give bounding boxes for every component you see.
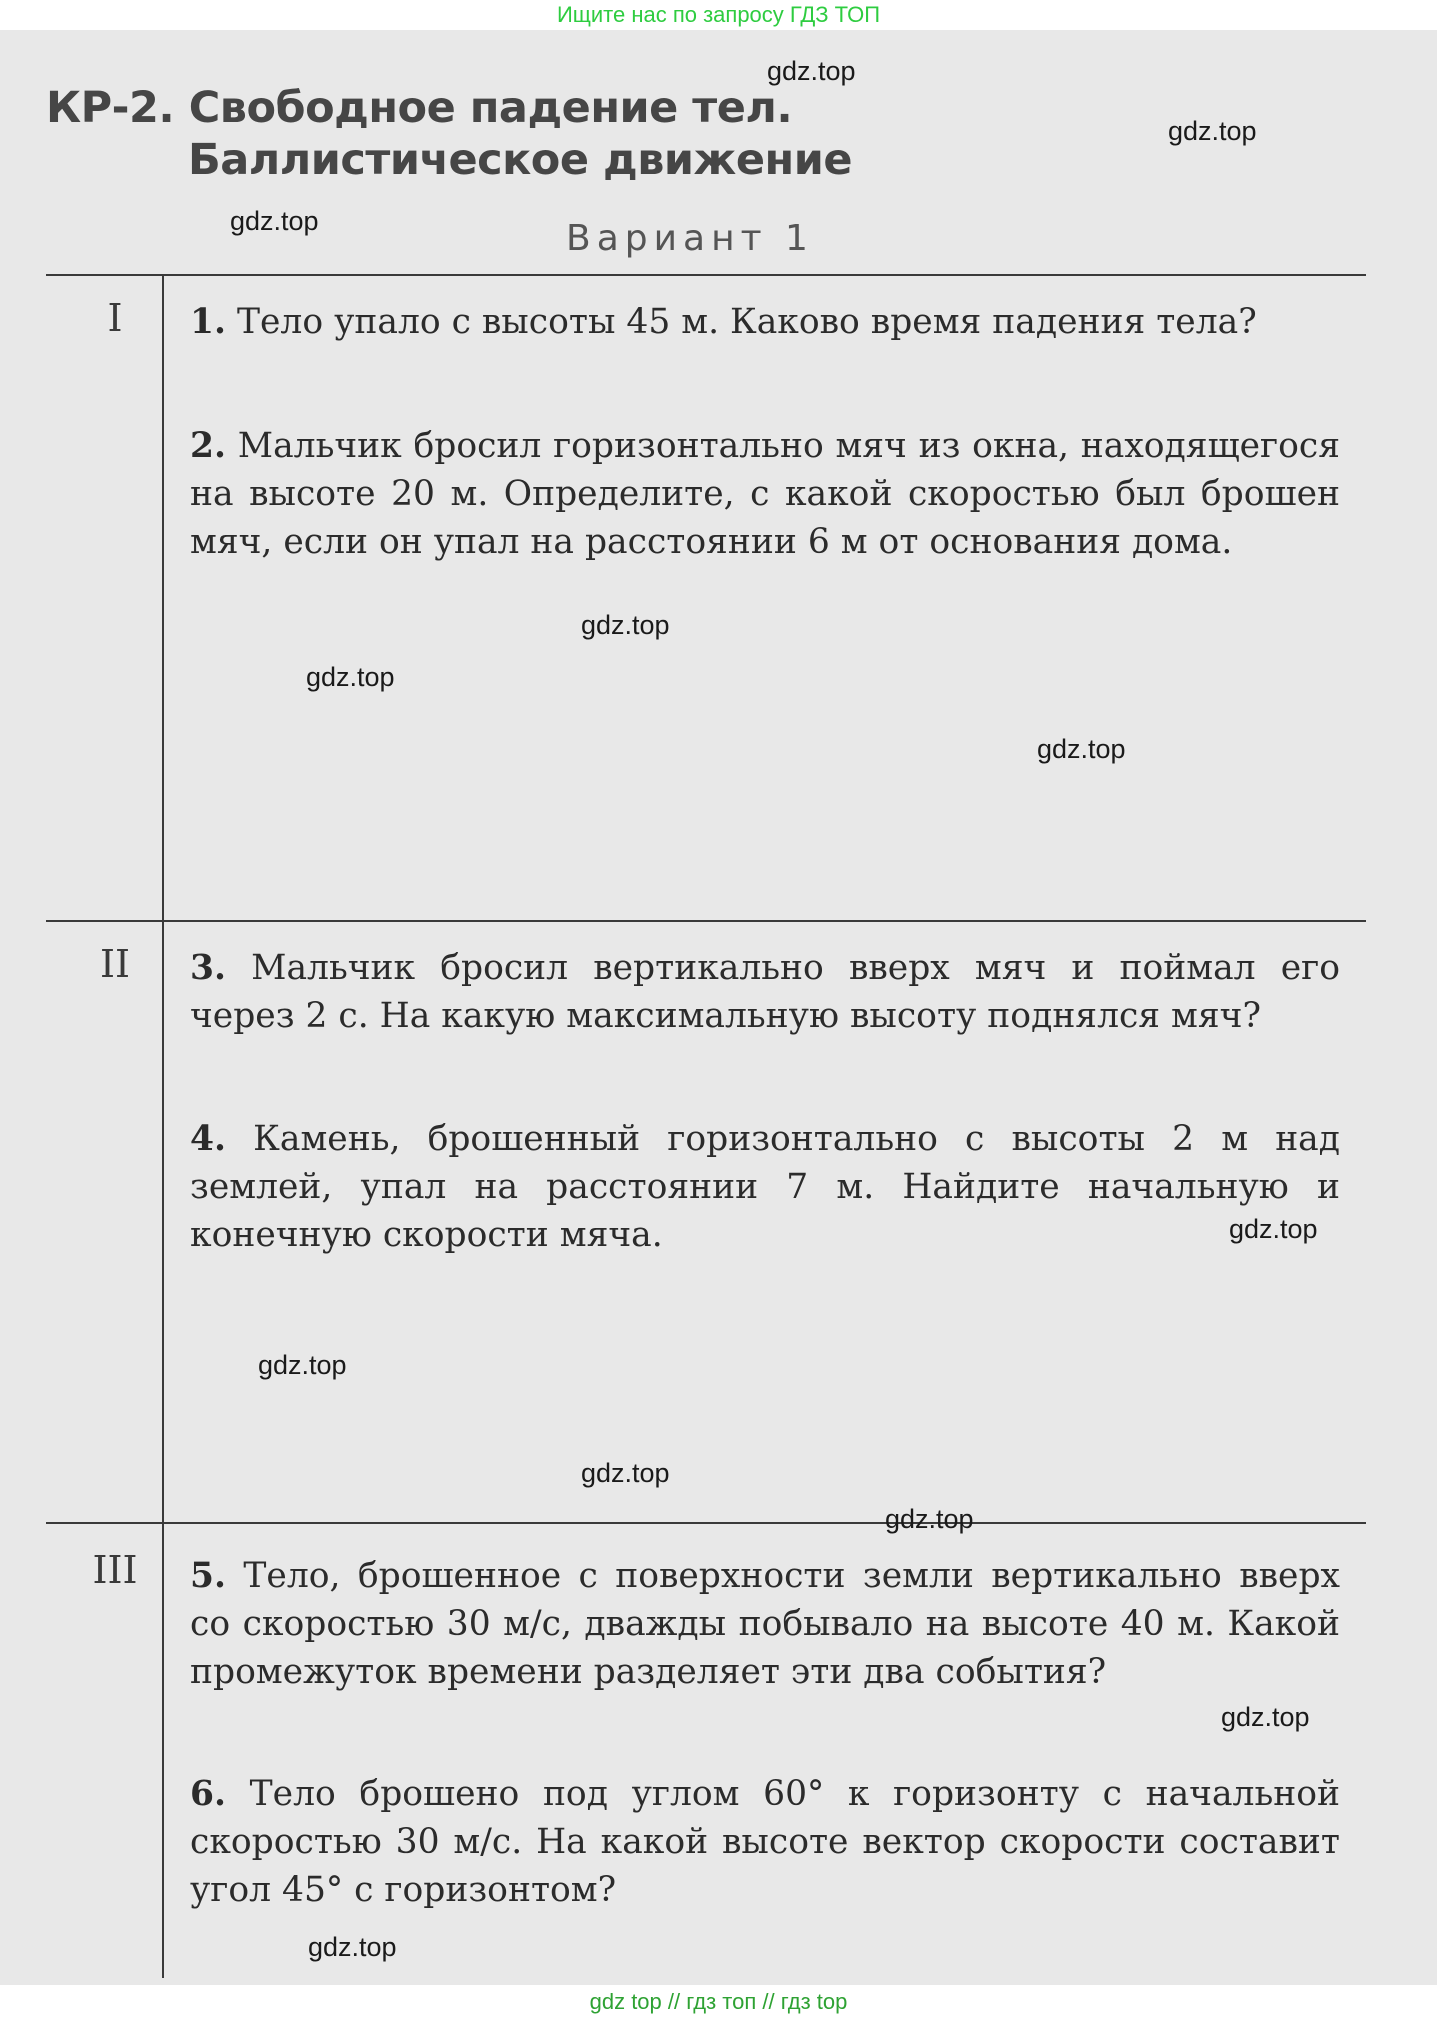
divider-top xyxy=(46,274,1366,276)
problem-text: Камень, брошенный горизонтально с высоты 2 м над землей, упал на расстоянии 7 м. Найдите начальную и конечную скорости мяча. xyxy=(190,1119,1340,1255)
watermark: gdz.top xyxy=(1221,1702,1310,1732)
problem-4 xyxy=(190,1115,1340,1259)
divider-section-3 xyxy=(46,1522,1366,1524)
problem-1 xyxy=(190,298,1340,346)
title-line-2: Баллистическое движение xyxy=(188,135,853,185)
problem-text: Мальчик бросил горизонтально мяч из окна, находящегося на высоте 20 м. Определите, с какой скоростью был брошен мяч, если он упал на расстоянии 6 м от основания дома. xyxy=(190,426,1340,562)
column-divider xyxy=(162,274,164,1978)
watermark: gdz.top xyxy=(1168,116,1257,146)
bottom-banner[interactable]: gdz top // гдз топ // гдз top xyxy=(589,1989,848,2014)
top-banner[interactable]: Ищите нас по запросу ГДЗ ТОП xyxy=(556,2,881,27)
divider-section-2 xyxy=(46,920,1366,922)
watermark: gdz.top xyxy=(306,662,395,692)
problem-text: Мальчик бросил вертикально вверх мяч и поймал его через 2 с. На какую максимальную высоту поднялся мяч? xyxy=(190,948,1340,1036)
watermark: gdz.top xyxy=(581,610,670,640)
problem-number: 2. xyxy=(190,426,227,466)
watermark: gdz.top xyxy=(1229,1214,1318,1244)
problem-5 xyxy=(190,1552,1340,1696)
title-line-1: КР-2. Свободное падение тел. xyxy=(46,83,793,133)
section-level-iii: III xyxy=(92,1548,138,1592)
problem-number: 3. xyxy=(190,948,227,988)
problem-2 xyxy=(190,422,1340,566)
section-level-i: I xyxy=(107,296,123,340)
watermark: gdz.top xyxy=(258,1350,347,1380)
problem-3 xyxy=(190,944,1340,1040)
watermark: gdz.top xyxy=(1037,734,1126,764)
problem-number: 4. xyxy=(190,1119,227,1159)
problem-6 xyxy=(190,1770,1340,1914)
watermark: gdz.top xyxy=(767,56,856,86)
watermark: gdz.top xyxy=(885,1504,974,1534)
worksheet-page xyxy=(0,30,1437,1985)
page-title xyxy=(46,82,852,186)
problem-text: Тело упало с высоты 45 м. Каково время падения тела? xyxy=(237,302,1257,342)
watermark: gdz.top xyxy=(230,206,319,236)
problem-text: Тело брошено под углом 60° к горизонту с начальной скоростью 30 м/с. На какой высоте вектор скорости составит угол 45° с горизонтом? xyxy=(190,1774,1340,1910)
watermark: gdz.top xyxy=(308,1932,397,1962)
problem-number: 5. xyxy=(190,1556,227,1596)
problem-number: 1. xyxy=(190,302,227,342)
problem-number: 6. xyxy=(190,1774,227,1814)
problem-text: Тело, брошенное с поверхности земли вертикально вверх со скоростью 30 м/с, дважды побывало на высоте 40 м. Какой промежуток времени разделяет эти два события? xyxy=(190,1556,1341,1692)
variant-label: Вариант 1 xyxy=(566,218,814,259)
section-level-ii: II xyxy=(99,942,131,986)
watermark: gdz.top xyxy=(581,1458,670,1488)
